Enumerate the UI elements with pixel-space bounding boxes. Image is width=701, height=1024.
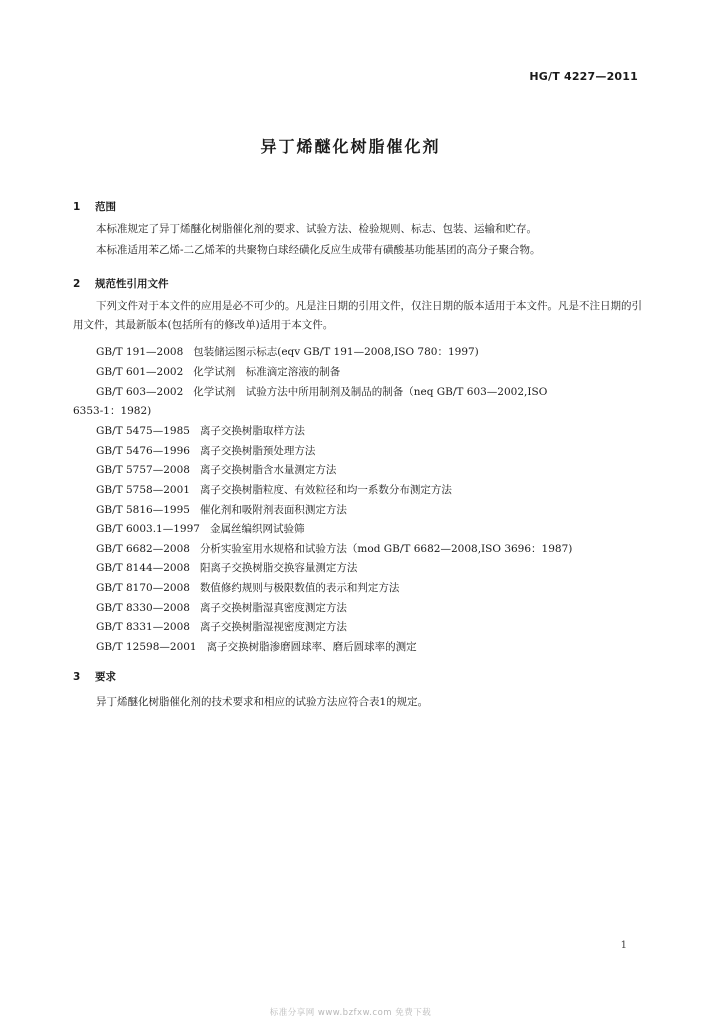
reference-item <box>96 344 479 359</box>
scope-paragraph-1: 本标准规定了异丁烯醚化树脂催化剂的要求、试验方法、检验规则、标志、包装、运输和贮存。 <box>96 223 537 235</box>
reference-item <box>96 443 315 458</box>
reference-item <box>96 600 347 615</box>
reference-item <box>96 560 357 575</box>
reference-title: 化学试剂 标准滴定溶液的制备 <box>193 366 341 378</box>
reference-code: GB/T 601—2002 <box>96 366 184 378</box>
section-2-heading <box>73 276 169 291</box>
reference-title: 分析实验室用水规格和试验方法（mod GB/T 6682—2008,ISO 3696：1987) <box>199 543 573 555</box>
reference-item <box>96 521 304 536</box>
standard-code: HG/T 4227—2011 <box>529 70 638 83</box>
reference-title: 离子交换树脂取样方法 <box>199 425 305 437</box>
reference-code: GB/T 5475—1985 <box>96 425 190 437</box>
reference-title: 离子交换树脂渗磨圆球率、磨后圆球率的测定 <box>206 641 417 653</box>
reference-code: GB/T 5476—1996 <box>96 445 190 457</box>
reference-item <box>96 541 572 556</box>
watermark: 标准分享网 www.bzfxw.com 免费下载 <box>269 1008 432 1018</box>
reference-item <box>96 619 347 634</box>
reference-title: 离子交换树脂粒度、有效粒径和均一系数分布测定方法 <box>199 484 452 496</box>
reference-title: 化学试剂 试验方法中所用制剂及制品的制备（neq GB/T 603—2002,ISO <box>193 386 548 398</box>
reference-continuation: 6353-1：1982) <box>73 405 152 417</box>
section-title: 范围 <box>95 201 116 213</box>
reference-item <box>96 462 336 477</box>
reference-title: 离子交换树脂预处理方法 <box>199 445 316 457</box>
section-title: 规范性引用文件 <box>95 278 169 290</box>
section-3-heading <box>73 669 116 684</box>
page-number: 1 <box>620 940 627 951</box>
reference-title: 离子交换树脂湿视密度测定方法 <box>199 621 347 633</box>
reference-item <box>96 482 452 497</box>
requirements-paragraph: 异丁烯醚化树脂催化剂的技术要求和相应的试验方法应符合表1的规定。 <box>96 696 429 708</box>
reference-code: GB/T 5816—1995 <box>96 504 190 516</box>
reference-title: 金属丝编织网试验筛 <box>209 523 305 535</box>
reference-item <box>96 384 547 399</box>
reference-title: 催化剂和吸附剂表面积测定方法 <box>199 504 347 516</box>
reference-code: GB/T 5757—2008 <box>96 464 190 476</box>
reference-title: 离子交换树脂湿真密度测定方法 <box>199 602 347 614</box>
section-title: 要求 <box>95 671 116 683</box>
reference-title: 离子交换树脂含水量测定方法 <box>199 464 337 476</box>
reference-code: GB/T 12598—2001 <box>96 641 197 653</box>
reference-code: GB/T 191—2008 <box>96 346 184 358</box>
reference-code: GB/T 8330—2008 <box>96 602 190 614</box>
reference-title: 阳离子交换树脂交换容量测定方法 <box>199 562 358 574</box>
reference-code: GB/T 8144—2008 <box>96 562 190 574</box>
reference-code: GB/T 603—2002 <box>96 386 184 398</box>
scope-paragraph-2: 本标准适用苯乙烯-二乙烯苯的共聚物白球经磺化反应生成带有磺酸基功能基团的高分子聚合物。 <box>96 244 541 256</box>
reference-code: GB/T 8170—2008 <box>96 582 190 594</box>
document-title: 异丁烯醚化树脂催化剂 <box>260 137 441 156</box>
section-number: 3 <box>73 671 81 683</box>
reference-code: GB/T 6682—2008 <box>96 543 190 555</box>
reference-item <box>96 423 305 438</box>
section-number: 2 <box>73 278 81 290</box>
reference-item <box>96 580 399 595</box>
reference-item <box>96 364 340 379</box>
reference-title: 数值修约规则与极限数值的表示和判定方法 <box>199 582 400 594</box>
reference-code: GB/T 5758—2001 <box>96 484 190 496</box>
section-1-heading <box>73 199 116 214</box>
references-intro: 下列文件对于本文件的应用是必不可少的。凡是注日期的引用文件，仅注日期的版本适用于本文件。凡是不注日期的引用文件，其最新版本(包括所有的修改单)适用于本文件。 <box>73 300 642 331</box>
reference-item <box>96 639 417 654</box>
reference-code: GB/T 8331—2008 <box>96 621 190 633</box>
section-number: 1 <box>73 201 81 213</box>
reference-title: 包装储运图示标志(eqv GB/T 191—2008,ISO 780：1997) <box>193 346 479 358</box>
reference-item <box>96 502 347 517</box>
reference-code: GB/T 6003.1—1997 <box>96 523 200 535</box>
